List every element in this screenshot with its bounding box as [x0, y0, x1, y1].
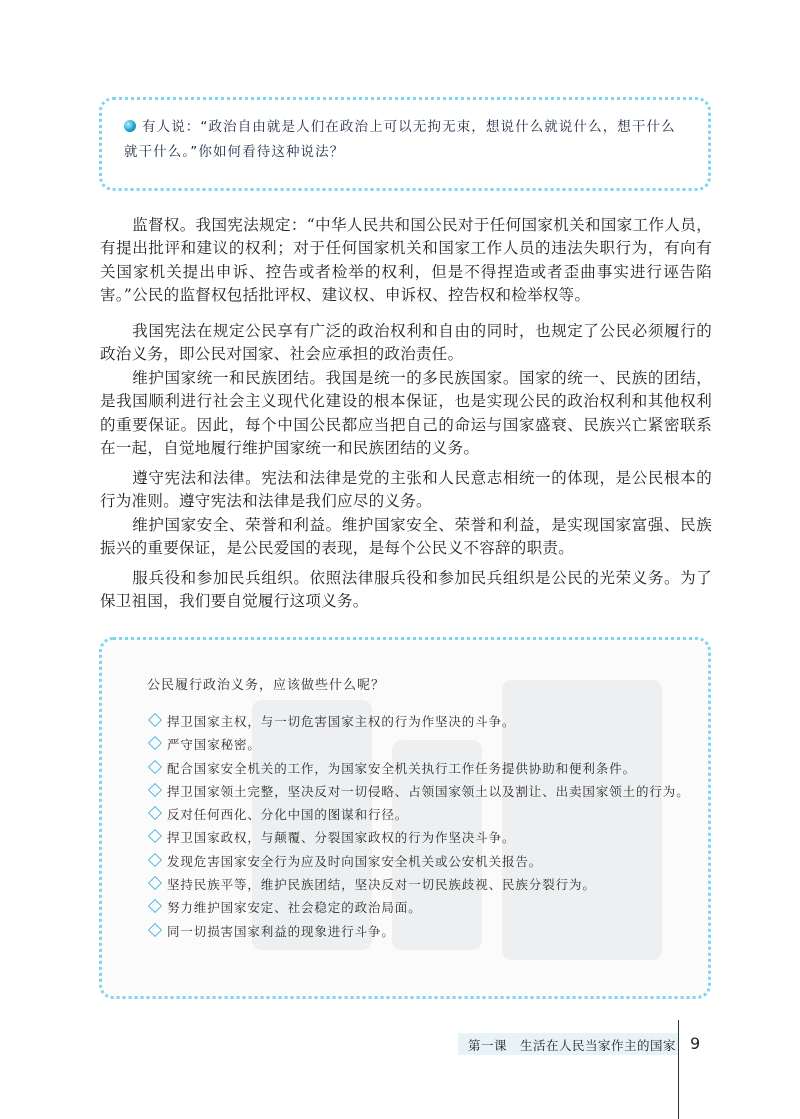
diamond-bullet-icon [148, 736, 162, 750]
diamond-bullet-icon [148, 783, 162, 797]
list-item: 坚持民族平等，维护民族团结，坚决反对一切民族歧视、民族分裂行为。 [147, 873, 702, 896]
list-item: 捍卫国家主权，与一切危害国家主权的行为作坚决的斗争。 [147, 710, 702, 733]
info-box-intro: 公民履行政治义务，应该做些什么呢？ [147, 678, 386, 693]
paragraph-national-unity: 维护国家统一和民族团结。我国是统一的多民族国家。国家的统一、民族的团结，是我国顺利进行社会主义现代化建设的根本保证，也是实现公民的政治权利和其他权利的重要保证。因此，每个中国公民都应当把自己的命运与国家盛衰、民族兴亡紧密联系在一起，自觉地履行维护国家统一和民族团结的义务。 [100, 369, 712, 457]
diamond-bullet-icon [148, 760, 162, 774]
paragraph-obey-constitution: 遵守宪法和法律。宪法和法律是党的主张和人民意志相统一的体现，是公民根本的行为准则。遵守宪法和法律是我们应尽的义务。 [100, 469, 712, 511]
discussion-question-box [99, 97, 711, 191]
paragraph-supervision-right: 监督权。我国宪法规定：“中华人民共和国公民对于任何国家机关和国家工作人员，有提出批评和建议的权利；对于任何国家机关和国家工作人员的违法失职行为，有向有关国家机关提出申诉、控告或者检举的权利，但是不得捏造或者歪曲事实进行诬告陷害。”公民的监督权包括批评权、建议权、申诉权、控告权和检举权等。 [100, 216, 712, 304]
list-item: 捍卫国家领土完整，坚决反对一切侵略、占领国家领土以及割让、出卖国家领土的行为。 [147, 780, 702, 803]
list-item: 反对任何西化、分化中国的图谋和行径。 [147, 803, 702, 826]
paragraph-national-security: 维护国家安全、荣誉和利益。维护国家安全、荣誉和利益，是实现国家富强、民族振兴的重要保证，是公民爱国的表现，是每个公民义不容辞的职责。 [100, 516, 712, 558]
diamond-bullet-icon [148, 829, 162, 843]
paragraph-military-service: 服兵役和参加民兵组织。依照法律服兵役和参加民兵组织是公民的光荣义务。为了保卫祖国，我们要自觉履行这项义务。 [100, 569, 712, 611]
page-number: 9 [690, 1034, 701, 1053]
list-item: 发现危害国家安全行为应及时向国家安全机关或公安机关报告。 [147, 850, 702, 873]
diamond-bullet-icon [148, 876, 162, 890]
list-item: 捍卫国家政权，与颠覆、分裂国家政权的行为作坚决斗争。 [147, 826, 702, 849]
discussion-bullet-icon [124, 120, 136, 132]
list-item: 努力维护国家安定、社会稳定的政治局面。 [147, 896, 702, 919]
diamond-bullet-icon [148, 713, 162, 727]
discussion-question-text: 有人说：“政治自由就是人们在政治上可以无拘无束，想说什么就说什么，想干什么就干什么。”你如何看待这种说法？ [124, 119, 676, 160]
diamond-bullet-icon [148, 899, 162, 913]
diamond-bullet-icon [148, 853, 162, 867]
paragraph-political-duties: 我国宪法在规定公民享有广泛的政治权利和自由的同时，也规定了公民必须履行的政治义务，即公民对国家、社会应承担的政治责任。 [100, 322, 712, 364]
list-item: 同一切损害国家利益的现象进行斗争。 [147, 920, 702, 943]
footer-divider [678, 1020, 679, 1119]
info-box [99, 637, 711, 999]
list-item: 配合国家安全机关的工作，为国家安全机关执行工作任务提供协助和便利条件。 [147, 757, 702, 780]
list-item: 严守国家秘密。 [147, 733, 702, 756]
diamond-bullet-icon [148, 923, 162, 937]
diamond-bullet-icon [148, 806, 162, 820]
duties-list [147, 710, 702, 943]
chapter-title: 第一课 生活在人民当家作主的国家 [468, 1038, 677, 1053]
